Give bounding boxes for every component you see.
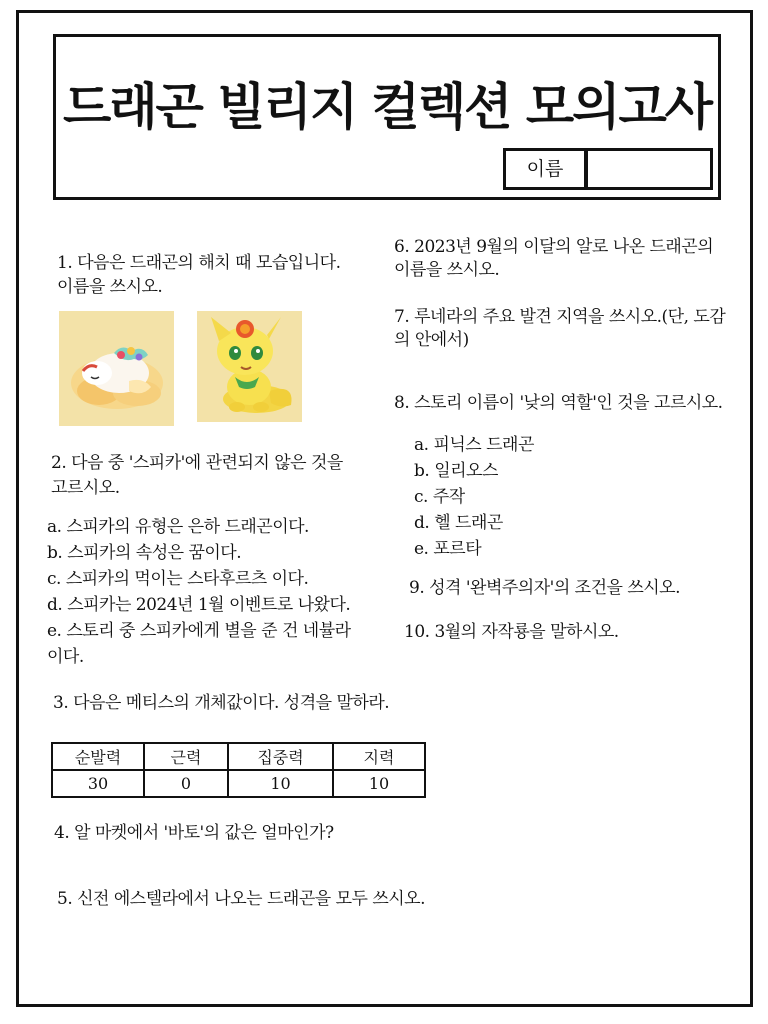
yellow-dragon-illustration <box>197 311 302 422</box>
exam-title: 드래곤 빌리지 컬렉션 모의고사 <box>62 78 712 136</box>
question-8: 8. 스토리 이름이 '낮의 역할'인 것을 고르시오. <box>394 393 723 413</box>
question-2-option-c: c. 스피카의 먹이는 스타후르츠 이다. <box>47 569 309 589</box>
name-label: 이름 <box>503 148 587 190</box>
question-9: 9. 성격 '완벽주의자'의 조건을 쓰시오. <box>409 578 680 598</box>
question-2-option-d: d. 스피카는 2024년 1월 이벤트로 나왔다. <box>47 595 351 615</box>
question-2-option-e: e. 스토리 중 스피카에게 별을 준 건 네뷸라 <box>47 621 351 641</box>
name-field[interactable] <box>585 148 713 190</box>
question-7-line-1: 7. 루네라의 주요 발견 지역을 쓰시오.(단, 도감 <box>394 307 726 327</box>
stats-header-cell: 근력 <box>144 743 228 770</box>
stats-value-cell: 30 <box>52 770 144 797</box>
sleeping-dragon-illustration <box>59 311 174 426</box>
question-1-line-1: 1. 다음은 드래곤의 해치 때 모습입니다. <box>57 253 341 273</box>
stats-header-cell: 지력 <box>333 743 425 770</box>
hatchling-image-2 <box>197 311 302 422</box>
question-5: 5. 신전 에스텔라에서 나오는 드래곤을 모두 쓰시오. <box>57 889 425 909</box>
question-8-option-a: a. 피닉스 드래곤 <box>414 435 534 455</box>
stats-header-cell: 순발력 <box>52 743 144 770</box>
stats-table <box>51 742 426 798</box>
question-10: 10. 3월의 자작룡을 말하시오. <box>404 622 619 642</box>
question-4: 4. 알 마켓에서 '바토'의 값은 얼마인가? <box>54 823 334 843</box>
question-7-line-2: 의 안에서) <box>394 330 469 350</box>
stats-header-row <box>52 743 425 770</box>
question-8-option-c: c. 주작 <box>414 487 465 507</box>
question-3: 3. 다음은 메티스의 개체값이다. 성격을 말하라. <box>53 693 390 713</box>
question-6-line-1: 6. 2023년 9월의 이달의 알로 나온 드래곤의 <box>394 237 714 257</box>
stats-value-cell: 10 <box>333 770 425 797</box>
question-2-option-b: b. 스피카의 속성은 꿈이다. <box>47 543 242 563</box>
question-2-line-2: 고르시오. <box>51 478 120 498</box>
question-2-line-1: 2. 다음 중 '스피카'에 관련되지 않은 것을 <box>51 453 343 473</box>
question-2-option-a: a. 스피카의 유형은 은하 드래곤이다. <box>47 517 309 537</box>
stats-value-cell: 10 <box>228 770 333 797</box>
question-1-line-2: 이름을 쓰시오. <box>57 277 163 297</box>
hatchling-image-1 <box>59 311 174 426</box>
stats-header-cell: 집중력 <box>228 743 333 770</box>
question-8-option-e: e. 포르타 <box>414 539 482 559</box>
stats-value-cell: 0 <box>144 770 228 797</box>
question-2-option-e-continued: 이다. <box>47 647 84 667</box>
question-8-option-d: d. 헬 드래곤 <box>414 513 503 533</box>
stats-value-row <box>52 770 425 797</box>
question-6-line-2: 이름을 쓰시오. <box>394 260 500 280</box>
question-8-option-b: b. 일리오스 <box>414 461 498 481</box>
